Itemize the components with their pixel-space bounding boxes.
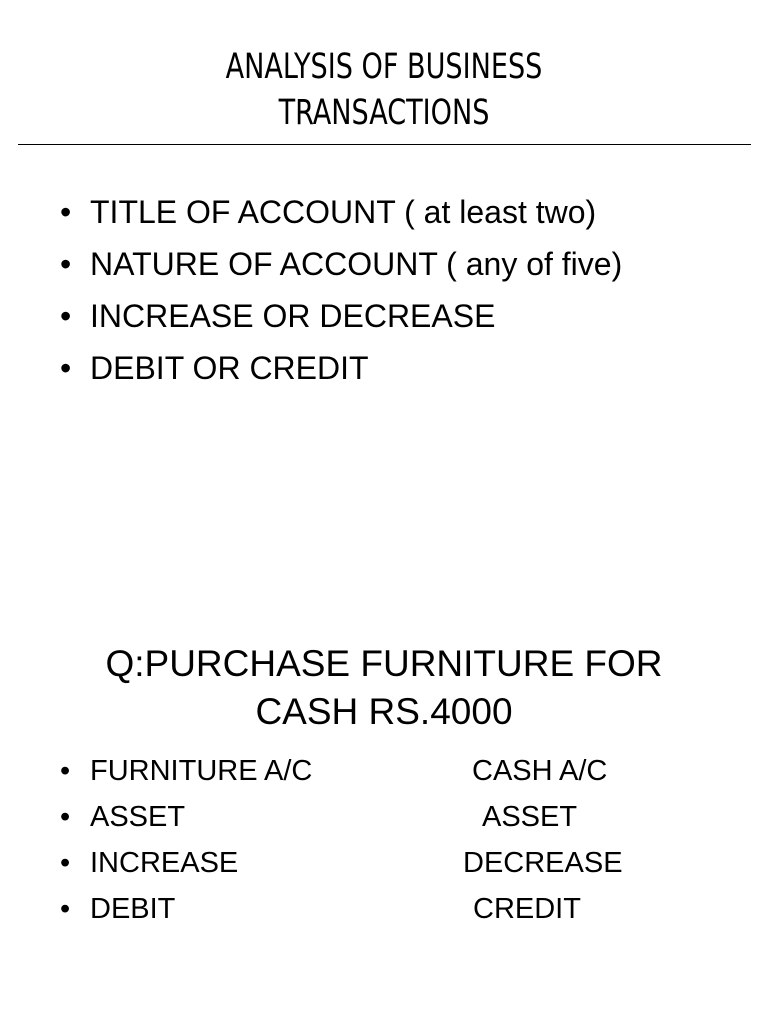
question-line-1: Q:PURCHASE FURNITURE FOR bbox=[105, 643, 663, 684]
analysis-row bbox=[60, 748, 608, 794]
analysis-row bbox=[60, 840, 623, 886]
bullet-item: • DEBIT OR CREDIT bbox=[60, 342, 622, 394]
question-line-2: CASH RS.4000 bbox=[255, 691, 513, 732]
bullet-item: • NATURE OF ACCOUNT ( any of five) bbox=[60, 238, 622, 290]
bullet-item: • INCREASE OR DECREASE bbox=[60, 290, 622, 342]
credit-side-value: CASH A/C bbox=[472, 755, 608, 787]
analysis-rows bbox=[60, 748, 623, 932]
analysis-row bbox=[60, 886, 581, 932]
slide-question bbox=[0, 512, 768, 1024]
debit-side-value: • DEBIT bbox=[90, 893, 176, 925]
title-line-2: TRANSACTIONS bbox=[278, 93, 490, 133]
analysis-row bbox=[60, 794, 578, 840]
bullet-item: • TITLE OF ACCOUNT ( at least two) bbox=[60, 186, 622, 238]
slide-title bbox=[54, 44, 714, 136]
title-divider bbox=[18, 144, 751, 145]
debit-side-value: • FURNITURE A/C bbox=[90, 755, 313, 787]
title-line-1: ANALYSIS OF BUSINESS bbox=[225, 47, 543, 87]
credit-side-value: DECREASE bbox=[463, 847, 623, 879]
question-title bbox=[0, 640, 768, 736]
bullet-list bbox=[60, 186, 622, 394]
credit-side-value: CREDIT bbox=[473, 893, 581, 925]
debit-side-value: • INCREASE bbox=[90, 847, 239, 879]
debit-side-value: • ASSET bbox=[90, 801, 186, 833]
credit-side-value: ASSET bbox=[482, 801, 578, 833]
